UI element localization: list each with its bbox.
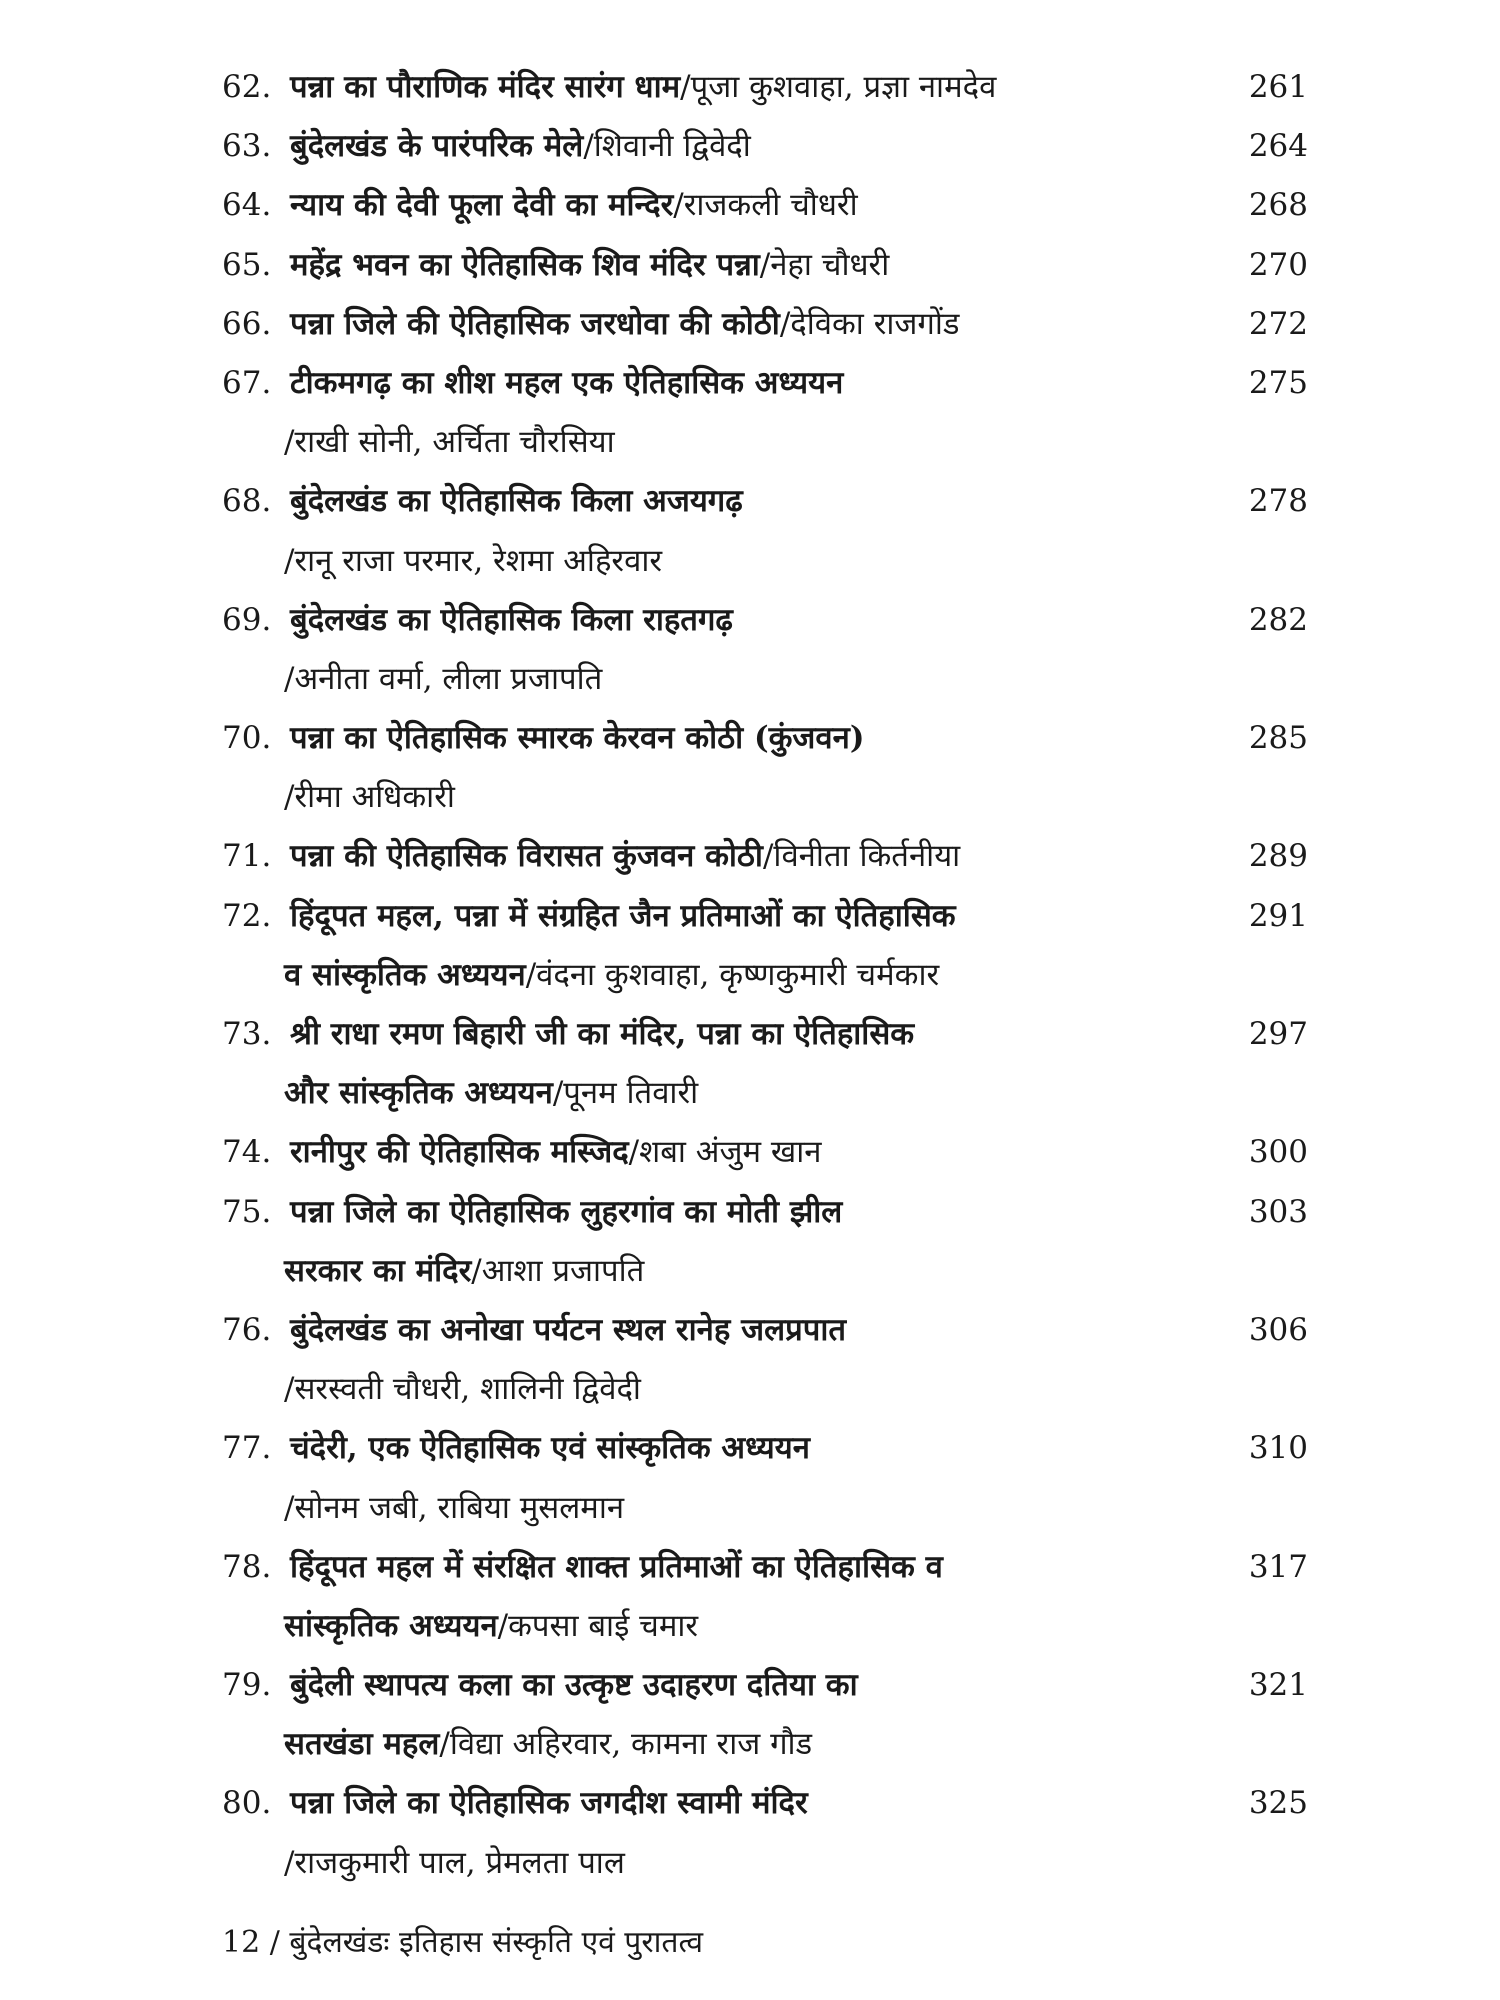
chapter-title: व सांस्कृतिक अध्ययन bbox=[284, 956, 526, 993]
entry-text bbox=[284, 1479, 624, 1538]
chapter-title: बुंदेली स्थापत्य कला का उत्कृष्ट उदाहरण दतिया का bbox=[290, 1667, 858, 1704]
entry-number: 74. bbox=[222, 1134, 272, 1171]
chapter-authors: /पूजा कुशवाहा, प्रज्ञा नामदेव bbox=[680, 69, 997, 105]
chapter-title: रानीपुर की ऐतिहासिक मस्जिद bbox=[290, 1134, 629, 1171]
entry-number: 77. bbox=[222, 1430, 272, 1467]
chapter-authors: /कपसा बाई चमार bbox=[497, 1607, 699, 1644]
chapter-title: सांस्कृतिक अध्ययन bbox=[284, 1607, 498, 1644]
entry-text bbox=[290, 1301, 846, 1360]
chapter-authors: /राखी सोनी, अर्चिता चौरसिया bbox=[284, 424, 615, 461]
toc-entry-continuation bbox=[0, 1479, 1500, 1538]
chapter-title: बुंदेलखंड का ऐतिहासिक किला राहतगढ़ bbox=[290, 601, 733, 638]
chapter-title: पन्ना जिले का ऐतिहासिक जगदीश स्वामी मंदिर bbox=[290, 1785, 808, 1822]
entry-text bbox=[290, 887, 956, 946]
entry-number: 72. bbox=[222, 897, 272, 934]
entry-text bbox=[290, 117, 751, 176]
chapter-authors: /अनीता वर्मा, लीला प्रजापति bbox=[284, 660, 603, 697]
entry-text bbox=[284, 1715, 812, 1774]
toc-entry-continuation bbox=[0, 1715, 1500, 1774]
entry-number: 71. bbox=[222, 838, 272, 875]
page-number: 278 bbox=[1248, 483, 1308, 520]
page-number: 321 bbox=[1248, 1667, 1308, 1704]
entry-text bbox=[290, 1123, 821, 1182]
entry-number: 62. bbox=[222, 69, 272, 105]
chapter-authors: /पूनम तिवारी bbox=[552, 1075, 699, 1112]
toc-entry-continuation bbox=[0, 532, 1500, 591]
entry-text bbox=[290, 827, 960, 886]
page-number: 310 bbox=[1248, 1430, 1308, 1467]
chapter-authors: /शिवानी द्विवेदी bbox=[583, 128, 751, 165]
chapter-title: हिंदूपत महल, पन्ना में संग्रहित जैन प्रतिमाओं का ऐतिहासिक bbox=[290, 897, 956, 934]
table-of-contents bbox=[0, 58, 1500, 1893]
chapter-authors: /देविका राजगोंड bbox=[779, 305, 960, 342]
page-number: 325 bbox=[1248, 1785, 1308, 1822]
entry-text bbox=[290, 1183, 842, 1242]
entry-text bbox=[290, 1538, 943, 1597]
entry-text bbox=[290, 176, 858, 235]
entry-text bbox=[290, 591, 733, 650]
chapter-authors: /वंदना कुशवाहा, कृष्णकुमारी चर्मकार bbox=[525, 956, 940, 993]
page-number: 268 bbox=[1248, 187, 1308, 224]
chapter-authors: /रानू राजा परमार, रेशमा अहिरवार bbox=[284, 542, 663, 579]
chapter-authors: /रीमा अधिकारी bbox=[284, 779, 455, 816]
toc-entry-continuation bbox=[0, 1360, 1500, 1419]
toc-entry-continuation bbox=[0, 1242, 1500, 1301]
page-number: 289 bbox=[1248, 838, 1308, 875]
page-number: 261 bbox=[1248, 69, 1308, 105]
toc-entry-continuation bbox=[0, 768, 1500, 827]
toc-entry bbox=[0, 887, 1500, 946]
toc-entry bbox=[0, 1538, 1500, 1597]
toc-entry-continuation bbox=[0, 1597, 1500, 1656]
entry-text bbox=[290, 354, 843, 413]
toc-entry bbox=[0, 1419, 1500, 1478]
chapter-title: न्याय की देवी फूला देवी का मन्दिर bbox=[290, 187, 674, 224]
chapter-title: टीकमगढ़ का शीश महल एक ऐतिहासिक अध्ययन bbox=[290, 364, 844, 401]
entry-text bbox=[290, 58, 996, 117]
page-number: 306 bbox=[1248, 1311, 1308, 1348]
chapter-title: श्री राधा रमण बिहारी जी का मंदिर, पन्ना का ऐतिहासिक bbox=[290, 1016, 915, 1052]
entry-text bbox=[284, 413, 615, 472]
toc-entry bbox=[0, 1774, 1500, 1833]
entry-number: 68. bbox=[222, 483, 272, 520]
toc-entry bbox=[0, 117, 1500, 176]
entry-text bbox=[290, 1656, 858, 1715]
chapter-authors: /सरस्वती चौधरी, शालिनी द्विवेदी bbox=[284, 1371, 641, 1408]
entry-number: 65. bbox=[222, 246, 272, 283]
toc-entry bbox=[0, 1301, 1500, 1360]
chapter-title: बुंदेलखंड का ऐतिहासिक किला अजयगढ़ bbox=[290, 483, 743, 520]
chapter-title: पन्ना का ऐतिहासिक स्मारक केरवन कोठी (कुंजवन) bbox=[290, 720, 865, 757]
page-number: 317 bbox=[1248, 1548, 1308, 1585]
page-number: 282 bbox=[1248, 601, 1308, 638]
entry-number: 79. bbox=[222, 1667, 272, 1704]
toc-entry bbox=[0, 236, 1500, 295]
entry-number: 63. bbox=[222, 128, 272, 165]
toc-entry-continuation bbox=[0, 413, 1500, 472]
entry-text bbox=[290, 472, 743, 531]
page-number: 264 bbox=[1248, 128, 1308, 165]
chapter-authors: /राजकुमारी पाल, प्रेमलता पाल bbox=[284, 1844, 625, 1881]
page-number: 272 bbox=[1248, 305, 1308, 342]
footer-separator: / bbox=[269, 1925, 280, 1960]
footer-page-number: 12 bbox=[222, 1925, 261, 1960]
chapter-title: पन्ना जिले का ऐतिहासिक लुहरगांव का मोती झील bbox=[290, 1193, 843, 1230]
toc-entry-continuation bbox=[0, 650, 1500, 709]
entry-number: 66. bbox=[222, 305, 272, 342]
toc-entry-continuation bbox=[0, 1834, 1500, 1893]
toc-entry bbox=[0, 354, 1500, 413]
chapter-title: सतखंडा महल bbox=[284, 1726, 440, 1763]
entry-number: 67. bbox=[222, 364, 272, 401]
chapter-authors: /आशा प्रजापति bbox=[471, 1252, 645, 1289]
toc-entry bbox=[0, 591, 1500, 650]
chapter-authors: /विद्या अहिरवार, कामना राज गौड bbox=[439, 1726, 813, 1763]
chapter-authors: /नेहा चौधरी bbox=[759, 246, 890, 283]
entry-text bbox=[284, 1242, 644, 1301]
entry-number: 75. bbox=[222, 1193, 272, 1230]
toc-entry bbox=[0, 1123, 1500, 1182]
page-number: 270 bbox=[1248, 246, 1308, 283]
entry-text bbox=[290, 1774, 808, 1833]
chapter-title: पन्ना की ऐतिहासिक विरासत कुंजवन कोठी bbox=[290, 838, 763, 875]
chapter-title: महेंद्र भवन का ऐतिहासिक शिव मंदिर पन्ना bbox=[290, 246, 760, 283]
page-number: 291 bbox=[1248, 897, 1308, 934]
chapter-authors: /सोनम जबी, राबिया मुसलमान bbox=[284, 1489, 625, 1526]
chapter-authors: /विनीता किर्तनीया bbox=[762, 838, 961, 875]
entry-text bbox=[290, 1005, 914, 1064]
toc-entry bbox=[0, 1656, 1500, 1715]
page-number: 303 bbox=[1248, 1193, 1308, 1230]
toc-entry bbox=[0, 472, 1500, 531]
entry-text bbox=[290, 709, 865, 768]
toc-entry bbox=[0, 827, 1500, 886]
toc-entry-continuation bbox=[0, 946, 1500, 1005]
entry-text bbox=[284, 1064, 698, 1123]
entry-text bbox=[284, 1360, 641, 1419]
toc-entry bbox=[0, 176, 1500, 235]
entry-text bbox=[290, 295, 959, 354]
entry-text bbox=[290, 236, 889, 295]
entry-text bbox=[284, 1597, 698, 1656]
entry-text bbox=[284, 1834, 625, 1893]
entry-number: 64. bbox=[222, 187, 272, 224]
page-footer bbox=[222, 1918, 703, 1968]
chapter-title: और सांस्कृतिक अध्ययन bbox=[284, 1075, 553, 1112]
chapter-title: पन्ना जिले की ऐतिहासिक जरधोवा की कोठी bbox=[290, 305, 780, 342]
toc-entry bbox=[0, 709, 1500, 768]
entry-text bbox=[284, 768, 455, 827]
toc-entry bbox=[0, 1005, 1500, 1064]
toc-entry-continuation bbox=[0, 1064, 1500, 1123]
entry-number: 70. bbox=[222, 720, 272, 757]
entry-text bbox=[284, 946, 939, 1005]
chapter-title: चंदेरी, एक ऐतिहासिक एवं सांस्कृतिक अध्ययन bbox=[290, 1430, 810, 1467]
entry-text bbox=[290, 1419, 810, 1478]
page-number: 300 bbox=[1248, 1134, 1308, 1171]
chapter-title: पन्ना का पौराणिक मंदिर सारंग धाम bbox=[290, 69, 681, 105]
chapter-authors: /राजकली चौधरी bbox=[673, 187, 858, 224]
entry-number: 73. bbox=[222, 1016, 272, 1052]
chapter-title: हिंदूपत महल में संरक्षित शाक्त प्रतिमाओं का ऐतिहासिक व bbox=[290, 1548, 943, 1585]
toc-entry bbox=[0, 58, 1500, 117]
page-number: 285 bbox=[1248, 720, 1308, 757]
chapter-title: सरकार का मंदिर bbox=[284, 1252, 472, 1289]
entry-number: 78. bbox=[222, 1548, 272, 1585]
entry-number: 69. bbox=[222, 601, 272, 638]
page-number: 275 bbox=[1248, 364, 1308, 401]
entry-text bbox=[284, 650, 602, 709]
footer-book-title: बुंदेलखंडः इतिहास संस्कृति एवं पुरातत्व bbox=[289, 1925, 704, 1960]
chapter-title: बुंदेलखंड के पारंपरिक मेले bbox=[290, 128, 584, 165]
toc-entry bbox=[0, 295, 1500, 354]
entry-number: 80. bbox=[222, 1785, 272, 1822]
entry-text bbox=[284, 532, 662, 591]
chapter-title: बुंदेलखंड का अनोखा पर्यटन स्थल रानेह जलप्रपात bbox=[290, 1311, 847, 1348]
toc-entry bbox=[0, 1183, 1500, 1242]
entry-number: 76. bbox=[222, 1311, 272, 1348]
chapter-authors: /शबा अंजुम खान bbox=[628, 1134, 822, 1171]
page-number: 297 bbox=[1248, 1016, 1308, 1052]
